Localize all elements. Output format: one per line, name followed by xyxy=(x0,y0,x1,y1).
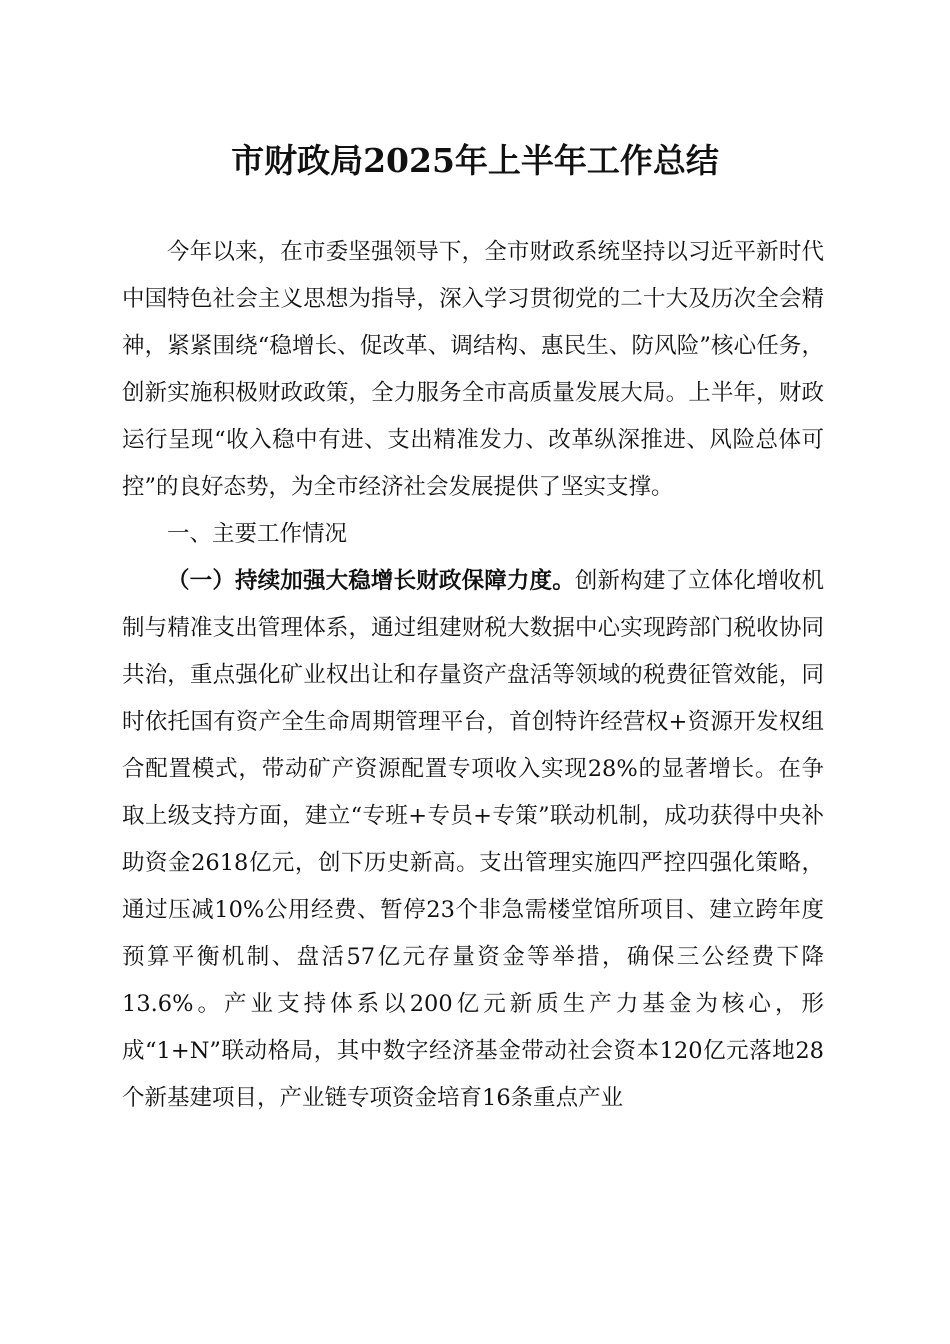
subsection-text: 创新构建了立体化增收机制与精准支出管理体系，通过组建财税大数据中心实现跨部门税收协同共治，重点强化矿业权出让和存量资产盘活等领域的税费征管效能，同时依托国有资产全生命周期管理平台，首创特许经营权+资源开发权组合配置模式，带动矿产资源配置专项收入实现28%的显著增长。在争取上级支持方面，建立“专班+专员+专策”联动机制，成功获得中央补助资金2618亿元，创下历史新高。支出管理实施四严控四强化策略，通过压减10%公用经费、暂停23个非急需楼堂馆所项目、建立跨年度预算平衡机制、盘活57亿元存量资金等举措，确保三公经费下降13.6%。产业支持体系以200亿元新质生产力基金为核心，形成“1+N”联动格局，其中数字经济基金带动社会资本120亿元落地28个新基建项目，产业链专项资金培育16条重点产业 xyxy=(122,568,824,1111)
subsection-paragraph xyxy=(122,558,824,1122)
document-title: 市财政局2025年上半年工作总结 xyxy=(231,141,719,180)
subsection-heading: （一）持续加强大稳增长财政保障力度。 xyxy=(167,568,575,594)
intro-paragraph: 今年以来，在市委坚强领导下，全市财政系统坚持以习近平新时代中国特色社会主义思想为指导，深入学习贯彻党的二十大及历次全会精神，紧紧围绕“稳增长、促改革、调结构、惠民生、防风险”核心任务，创新实施积极财政政策，全力服务全市高质量发展大局。上半年，财政运行呈现“收入稳中有进、支出精准发力、改革纵深推进、风险总体可控”的良好态势，为全市经济社会发展提供了坚实支撑。 xyxy=(122,239,824,500)
section-heading: 一、主要工作情况 xyxy=(167,521,348,547)
document-body xyxy=(122,229,824,1122)
